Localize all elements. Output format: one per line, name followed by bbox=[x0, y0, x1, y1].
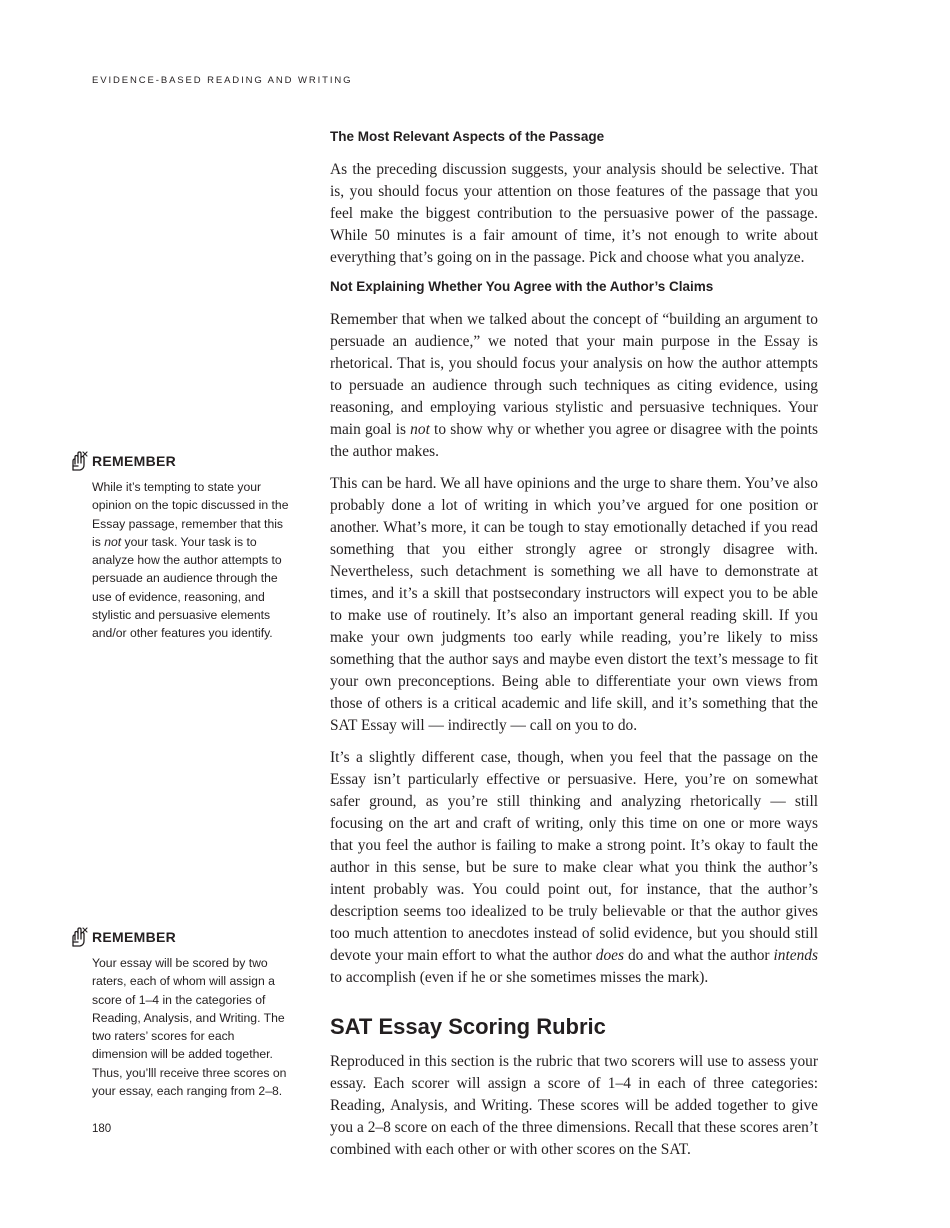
paragraph-3: This can be hard. We all have opinions and the urge to share them. You’ve also probably done a lot of writing in which you’ve argued for one position or another. What’s more, it can be tough to stay emotionally detached if you read something that you either strongly agree or strongly disagree with. Nevertheless, such detachment is something we all have to demonstrate at times, and it’s a skill that postsecondary instructors will expect you to be able to make use of routinely. It’s also an important general reading skill. If you make your own judgments too early while reading, you’re likely to miss something that the author says and maybe even distort the text’s message to fit your own preconceptions. Being able to differentiate your own views from those of others is a critical academic and life skill, and it’s something that the SAT Essay will — indirectly — call on you to do. bbox=[330, 475, 818, 734]
paragraph-2: Remember that when we talked about the concept of “building an argument to persuade an audience,” we noted that your main purpose in the Essay is rhetorical. That is, you should focus your analysis on how the author attempts to persuade an audience through such techniques as citing evidence, using reasoning, and employing various stylistic and persuasive techniques. Your main goal is not to show why or whether you agree or disagree with the points the author makes. bbox=[330, 311, 818, 460]
paragraph-1: As the preceding discussion suggests, your analysis should be selective. That is, you should focus your attention on those features of the passage that you feel make the biggest contribution to the persuasive power of the passage. While 50 minutes is a fair amount of time, it’s not enough to write about everything that’s going on in the passage. Pick and choose what you analyze. bbox=[330, 161, 818, 266]
remember-box-2 bbox=[68, 926, 293, 1100]
page-number: 180 bbox=[92, 1123, 112, 1135]
paragraph-4: It’s a slightly different case, though, when you feel that the passage on the Essay isn’t particularly effective or persuasive. Here, you’re on somewhat safer ground, as you’re still thinking and analyzing rhetorically — still focusing on the art and craft of writing, only this time on one or more ways that you feel the author is failing to make a strong point. It’s okay to fault the author in this sense, but be sure to make clear what you think the author’s intent probably was. You could point out, for instance, that the author’s description seems too idealized to be truly believable or that the author gives too much attention to anecdotes instead of solid evidence, but you should still devote your main effort to what the author does do and what the author intends to accomplish (even if he or she sometimes misses the mark). bbox=[330, 749, 818, 986]
remember-title: REMEMBER bbox=[92, 453, 177, 469]
remember-box-1 bbox=[68, 450, 293, 643]
remember-title: REMEMBER bbox=[92, 929, 177, 945]
subhead-relevant-aspects: The Most Relevant Aspects of the Passage bbox=[330, 129, 605, 144]
section-title: SAT Essay Scoring Rubric bbox=[330, 1014, 606, 1039]
paragraph-5: Reproduced in this section is the rubric that two scorers will use to assess your essay. Each scorer will assign a score of 1–4 in each of three categories: Reading, Analysis, and Writing. These scores will be added together to give you a 2–8 score on each of the three dimensions. Recall that these scores aren’t combined with each other or with other scores on the SAT. bbox=[330, 1053, 818, 1158]
remember-finger-icon bbox=[68, 450, 90, 472]
subhead-not-explaining: Not Explaining Whether You Agree with the Author’s Claims bbox=[330, 279, 714, 294]
remember-body: While it’s tempting to state your opinion on the topic discussed in the Essay passage, remember that this is not your task. Your task is to analyze how the author attempts to persuade an audience through the use of evidence, reasoning, and stylistic and persuasive elements and/or other features you identify. bbox=[92, 480, 289, 641]
remember-body: Your essay will be scored by two raters, each of whom will assign a score of 1–4 in the categories of Reading, Analysis, and Writing. The two raters’ scores for each dimension will be added together. Thus, you’lll receive three scores on your essay, each ranging from 2–8. bbox=[92, 956, 287, 1099]
remember-finger-icon bbox=[68, 926, 90, 948]
running-head: EVIDENCE-BASED READING AND WRITING bbox=[92, 75, 353, 86]
main-column bbox=[330, 128, 818, 1161]
